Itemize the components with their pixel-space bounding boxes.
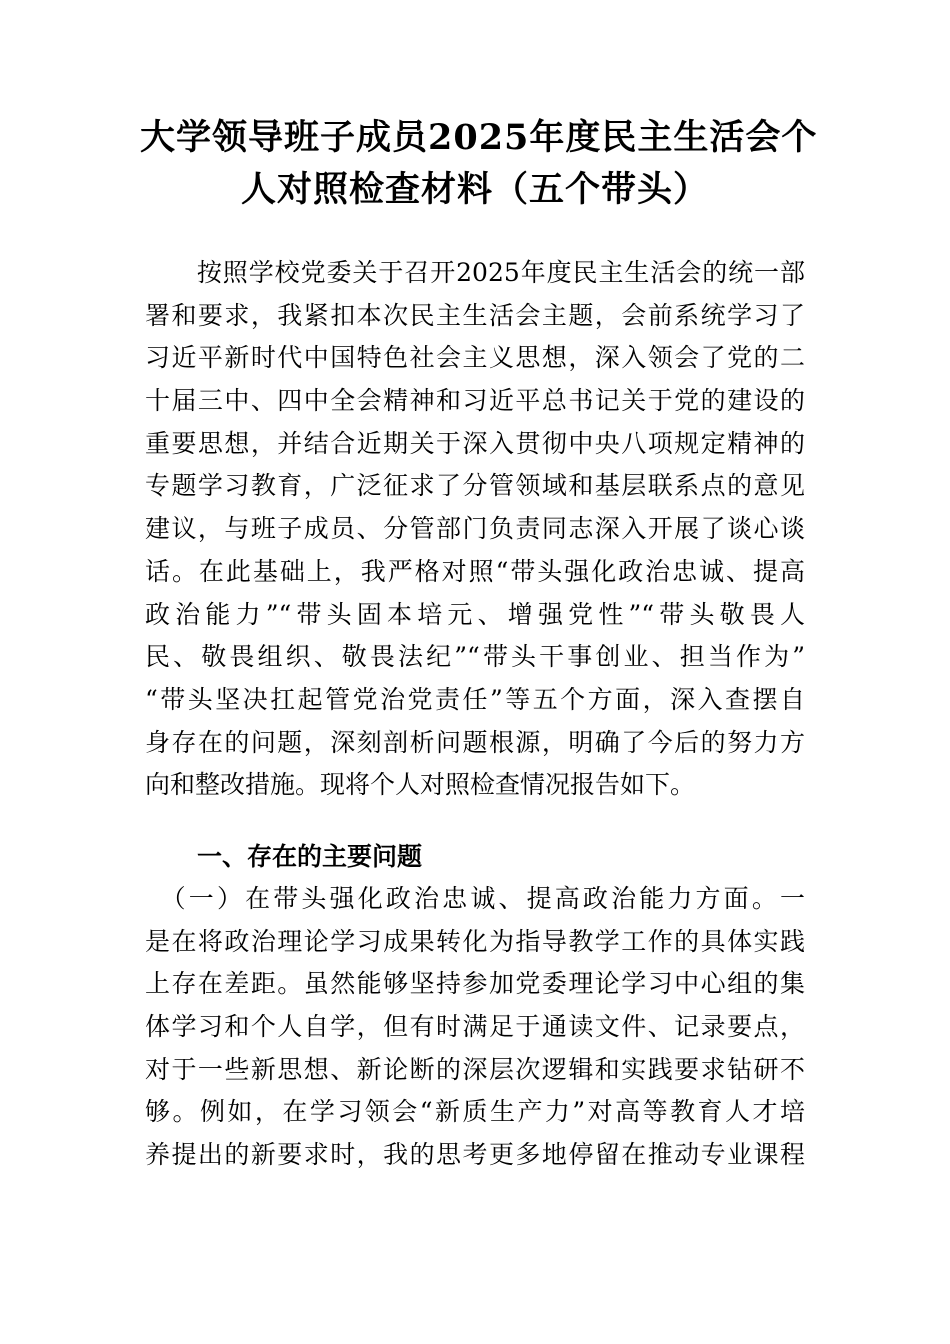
paragraph-line: 向和整改措施。现将个人对照检查情况报告如下。 <box>145 770 696 800</box>
document-title <box>140 112 818 216</box>
paragraph-line: 习近平新时代中国特色社会主义思想，深入领会了党的二 <box>145 343 805 373</box>
paragraph-line: （一）在带头强化政治忠诚、提高政治能力方面。一 <box>145 884 805 913</box>
paragraph-line: 话。在此基础上，我严格对照“带头强化政治忠诚、提高 <box>145 556 805 586</box>
section-paragraph <box>145 878 805 1177</box>
paragraph-line: 建议，与班子成员、分管部门负责同志深入开展了谈心谈 <box>145 514 805 544</box>
paragraph-line: 重要思想，并结合近期关于深入贯彻中央八项规定精神的 <box>145 428 805 458</box>
paragraph-line: 体学习和个人自学，但有时满足于通读文件、记录要点， <box>145 1012 805 1042</box>
paragraph-line: 够。例如，在学习领会“新质生产力”对高等教育人才培 <box>145 1097 805 1127</box>
paragraph-line: 对于一些新思想、新论断的深层次逻辑和实践要求钻研不 <box>145 1054 805 1084</box>
paragraph-line: 上存在差距。虽然能够坚持参加党委理论学习中心组的集 <box>145 969 805 999</box>
section-heading: 一、存在的主要问题 <box>197 842 423 871</box>
title-line-2: 人对照检查材料（五个带头） <box>240 169 709 210</box>
title-line-1: 大学领导班子成员2025年度民主生活会个 <box>140 117 818 158</box>
paragraph-line: 民、敬畏组织、敬畏法纪”“带头干事创业、担当作为” <box>145 642 805 672</box>
intro-paragraph <box>145 252 805 807</box>
paragraph-line: 按照学校党委关于召开2025年度民主生活会的统一部 <box>145 258 805 287</box>
paragraph-line: 身存在的问题，深刻剖析问题根源，明确了今后的努力方 <box>145 727 805 757</box>
paragraph-line: “带头坚决扛起管党治党责任”等五个方面，深入查摆自 <box>145 684 805 714</box>
paragraph-line: 十届三中、四中全会精神和习近平总书记关于党的建设的 <box>145 386 805 416</box>
paragraph-line: 养提出的新要求时，我的思考更多地停留在推动专业课程 <box>145 1140 805 1170</box>
paragraph-line: 专题学习教育，广泛征求了分管领域和基层联系点的意见 <box>145 471 805 501</box>
paragraph-line: 署和要求，我紧扣本次民主生活会主题，会前系统学习了 <box>145 300 805 330</box>
paragraph-line: 政治能力”“带头固本培元、增强党性”“带头敬畏人 <box>145 599 805 629</box>
paragraph-line: 是在将政治理论学习成果转化为指导教学工作的具体实践 <box>145 926 805 956</box>
